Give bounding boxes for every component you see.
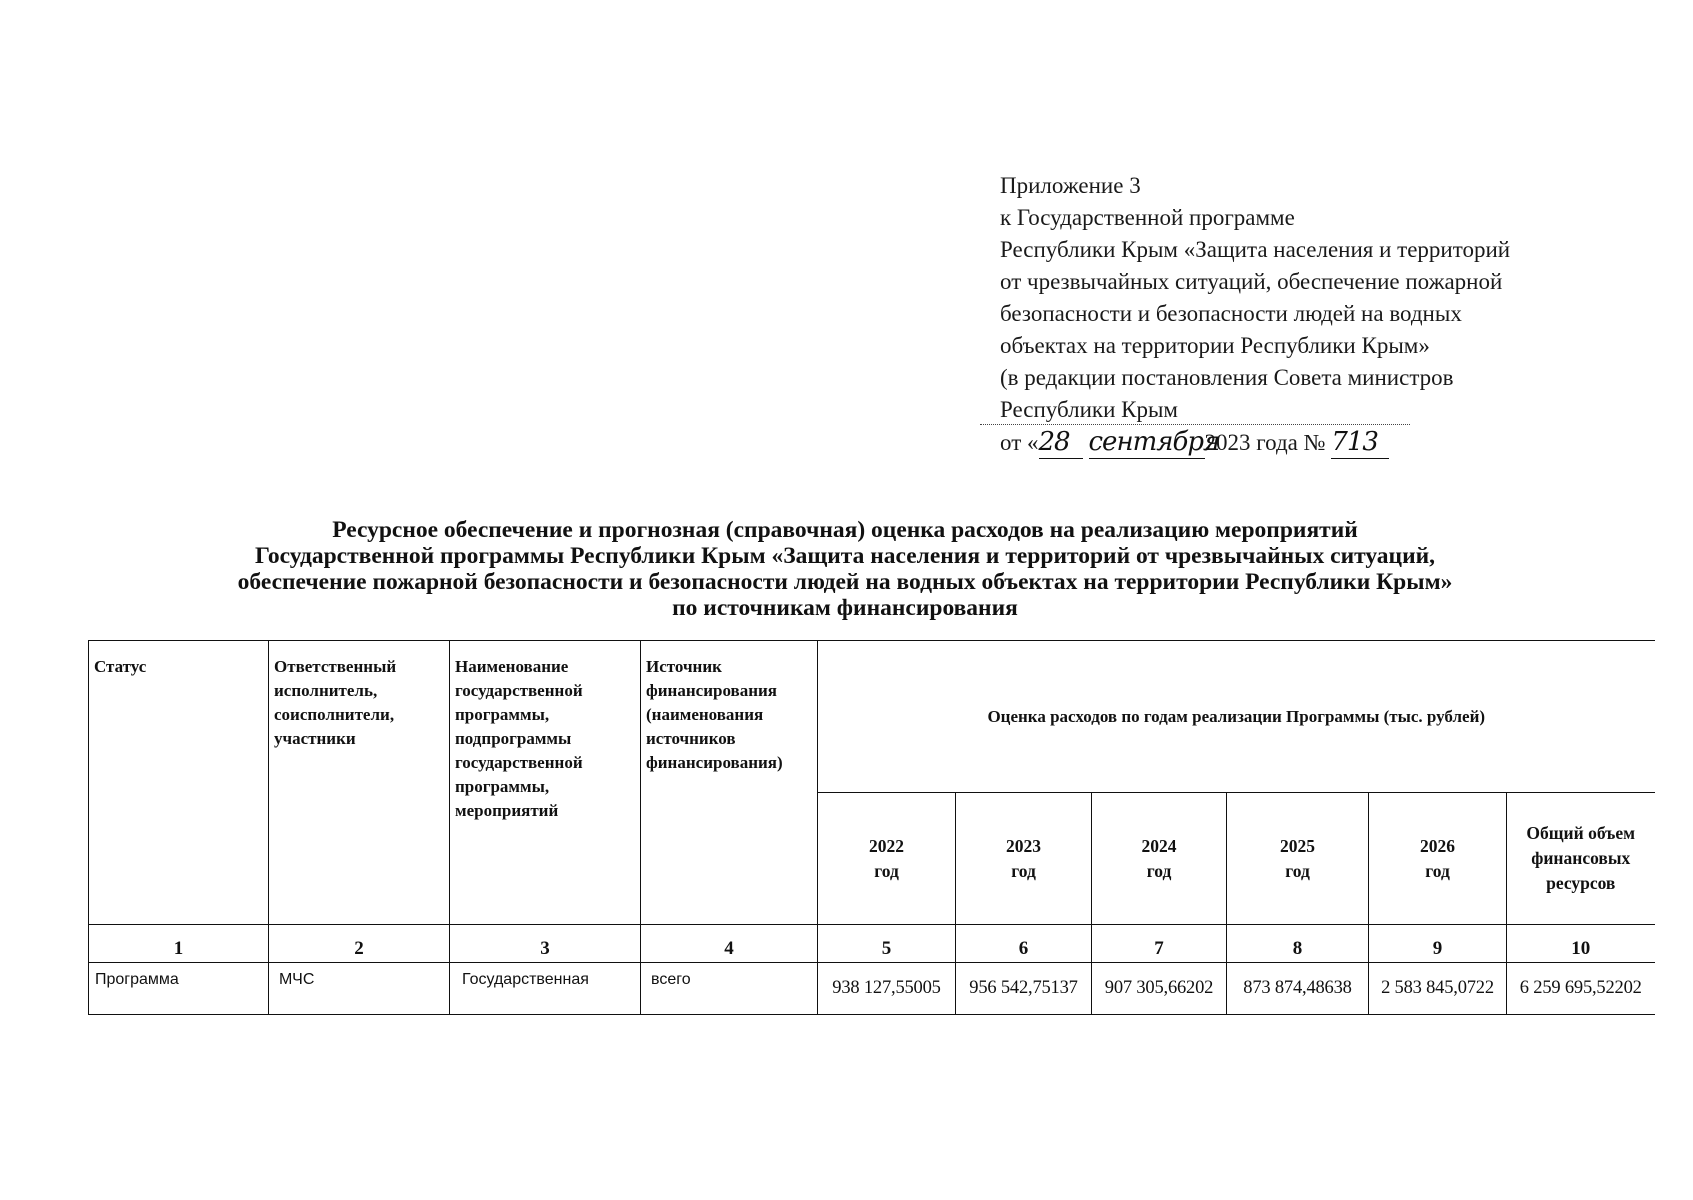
header-program-name: Наименование государственной программы, подпрограммы государственной программы, мероприятий (450, 641, 641, 925)
header-year-2025: 2025 год (1227, 793, 1369, 925)
column-number: 4 (641, 925, 818, 963)
budget-table (88, 640, 1655, 1015)
header-executor: Ответственный исполнитель, соисполнители, участники (269, 641, 450, 925)
column-number: 9 (1369, 925, 1507, 963)
annex-header (1000, 170, 1640, 459)
date-prefix: от « (1000, 430, 1039, 455)
cell-value-2023: 956 542,75137 (956, 963, 1092, 1015)
header-year-2026: 2026 год (1369, 793, 1507, 925)
header-year-2024: 2024 год (1092, 793, 1227, 925)
annex-line: (в редакции постановления Совета министров (1000, 365, 1454, 390)
annex-line: от чрезвычайных ситуаций, обеспечение пожарной (1000, 269, 1503, 294)
cell-value-2025: 873 874,48638 (1227, 963, 1369, 1015)
header-expense-estimate: Оценка расходов по годам реализации Программы (тыс. рублей) (818, 641, 1655, 793)
annex-line: Республики Крым «Защита населения и территорий (1000, 237, 1511, 262)
cell-value-2022: 938 127,55005 (818, 963, 956, 1015)
date-day: 28 (1039, 426, 1083, 459)
cell-funding-source: всего (641, 963, 818, 1015)
title-line: по источникам финансирования (672, 595, 1018, 621)
column-number: 10 (1507, 925, 1655, 963)
title-line: Государственной программы Республики Крым «Защита населения и территорий от чрезвычайных ситуаций, (254, 543, 1436, 569)
annex-line: к Государственной программе (1000, 205, 1295, 230)
header-total-resources: Общий объем финансовых ресурсов (1507, 793, 1655, 925)
header-funding-source: Источник финансирования (наименования источников финансирования) (641, 641, 818, 925)
annex-line: безопасности и безопасности людей на водных (1000, 301, 1462, 326)
document-title (150, 517, 1540, 621)
column-number: 6 (956, 925, 1092, 963)
column-number: 7 (1092, 925, 1227, 963)
cell-executor: МЧС (269, 963, 450, 1015)
header-year-2023: 2023 год (956, 793, 1092, 925)
table-row (89, 963, 1655, 1015)
cell-program-name: Государственная (450, 963, 641, 1015)
cell-value-2024: 907 305,66202 (1092, 963, 1227, 1015)
cell-status: Программа (89, 963, 269, 1015)
cell-value-2026: 2 583 845,0722 (1369, 963, 1507, 1015)
date-year: 2023 года № (1204, 430, 1326, 455)
cell-value-total: 6 259 695,52202 (1507, 963, 1655, 1015)
resolution-date-line (1000, 426, 1640, 459)
column-number: 2 (269, 925, 450, 963)
annex-line: Республики Крым (1000, 397, 1178, 422)
document-number: 713 (1331, 426, 1389, 459)
dotted-divider (980, 424, 1410, 425)
title-line: Ресурсное обеспечение и прогнозная (справочная) оценка расходов на реализацию мероприятий (332, 517, 1358, 543)
column-number: 3 (450, 925, 641, 963)
annex-line: Приложение 3 (1000, 173, 1141, 198)
header-year-2022: 2022 год (818, 793, 956, 925)
column-number: 1 (89, 925, 269, 963)
header-status: Статус (89, 641, 269, 925)
column-number: 5 (818, 925, 956, 963)
date-month: сентября (1088, 427, 1220, 457)
title-line: обеспечение пожарной безопасности и безопасности людей на водных объектах на территории Республики Крым» (237, 569, 1453, 595)
column-number: 8 (1227, 925, 1369, 963)
annex-line: объектах на территории Республики Крым» (1000, 333, 1430, 358)
